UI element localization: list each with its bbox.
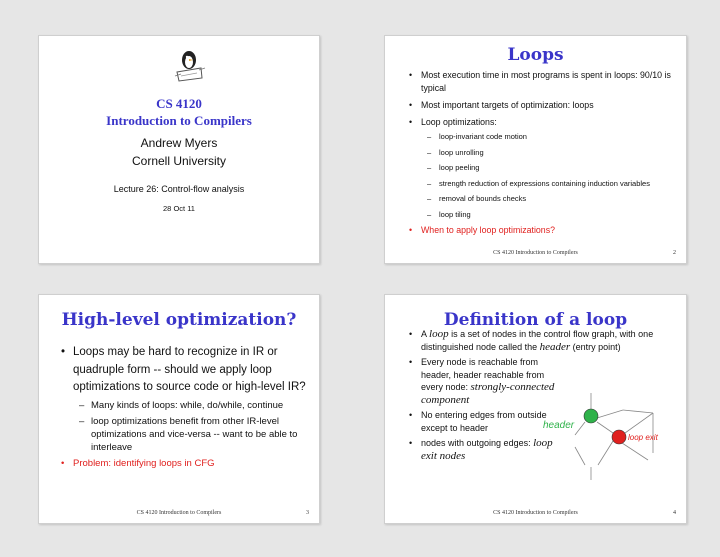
list-item <box>407 356 561 406</box>
slide-2-loops <box>384 35 687 264</box>
sub-list-item: – strength reduction of expressions containing induction variables <box>427 178 679 190</box>
list-item <box>407 328 693 353</box>
sub-list-item: – loop unrolling <box>427 147 679 159</box>
list-item-text: Loop optimizations: <box>421 117 497 127</box>
term-header: header <box>539 340 571 353</box>
course-code: CS 4120 <box>156 96 202 111</box>
page-number: 2 <box>673 250 676 256</box>
sub-list <box>427 131 679 220</box>
graph-edge <box>597 422 613 433</box>
graph-edge <box>623 410 653 413</box>
text: nodes with outgoing edges: <box>421 438 534 448</box>
sub-list-item: – loop optimizations benefit from other IR-level optimizations and vice-versa -- want to be able to interleave <box>79 415 311 454</box>
footer-text: CS 4120 Introduction to Compilers <box>493 510 578 516</box>
slide-3-high-level-optimization <box>38 294 320 524</box>
graph-edge <box>575 447 585 465</box>
graph-edge <box>625 413 653 433</box>
sub-list-item: – loop tiling <box>427 209 679 221</box>
page-number: 4 <box>673 510 676 516</box>
list-item-text: Loops may be hard to recognize in IR or quadruple form -- should we apply loop optimizations to source code or high-level IR? <box>73 346 306 393</box>
bullet-list <box>407 69 679 241</box>
term-loop-exit-nodes: loop exit nodes <box>421 437 553 462</box>
list-item <box>59 344 311 454</box>
list-item-highlight: • Problem: identifying loops in CFG <box>59 457 311 470</box>
lecture-title: Lecture 26: Control-flow analysis <box>113 184 245 194</box>
bullet-list <box>59 344 311 470</box>
term-loop: loop <box>429 328 449 340</box>
sub-list-item: – removal of bounds checks <box>427 193 679 205</box>
slide-title: Definition of a loop <box>443 310 628 330</box>
lecture-date: 28 Oct 11 <box>163 204 195 213</box>
graph-edge <box>598 441 613 465</box>
list-item <box>407 116 679 220</box>
penguin-logo-icon <box>169 46 209 86</box>
list-item: • Most important targets of optimization: loops <box>407 99 679 112</box>
list-item: • No entering edges from outside except to header <box>407 409 561 434</box>
list-item-highlight: • When to apply loop optimizations? <box>407 224 679 237</box>
graph-edge <box>597 410 623 418</box>
slide-4-definition-of-loop <box>384 294 687 524</box>
list-item: • Most execution time in most programs is spent in loops: 90/10 is typical <box>407 69 679 95</box>
slide-footer <box>385 250 686 256</box>
author-name: Andrew Myers <box>140 136 218 150</box>
list-item <box>407 437 561 462</box>
course-name: Introduction to Compilers <box>106 113 252 128</box>
page-number: 3 <box>306 510 309 516</box>
slide-footer <box>39 510 319 516</box>
university-name: Cornell University <box>131 154 227 168</box>
slide-1-title <box>38 35 320 264</box>
slide-title: Loops <box>507 45 564 65</box>
graph-edge <box>619 441 648 460</box>
sub-list-item: – Many kinds of loops: while, do/while, continue <box>79 399 311 412</box>
loop-exit-node <box>612 430 626 444</box>
text: (entry point) <box>570 341 621 352</box>
sub-list <box>79 399 311 454</box>
footer-text: CS 4120 Introduction to Compilers <box>493 250 578 256</box>
loop-cfg-diagram <box>543 385 683 490</box>
slide-title: High-level optimization? <box>61 310 297 330</box>
header-label: header <box>543 420 575 431</box>
text: A <box>421 329 430 339</box>
term-strongly-connected: strongly-connected component <box>421 381 555 406</box>
sub-list-item: – loop-invariant code motion <box>427 131 679 143</box>
slide-footer <box>385 510 686 516</box>
loop-exit-label: loop exit <box>628 433 658 442</box>
sub-list-item: – loop peeling <box>427 162 679 174</box>
text: is a set of nodes in the control flow graph, with one distinguished node called the <box>421 329 654 352</box>
footer-text: CS 4120 Introduction to Compilers <box>136 510 222 516</box>
graph-edge <box>575 422 585 435</box>
header-node <box>584 409 598 423</box>
text: Every node is reachable from header, header reachable from every node: <box>421 357 545 392</box>
